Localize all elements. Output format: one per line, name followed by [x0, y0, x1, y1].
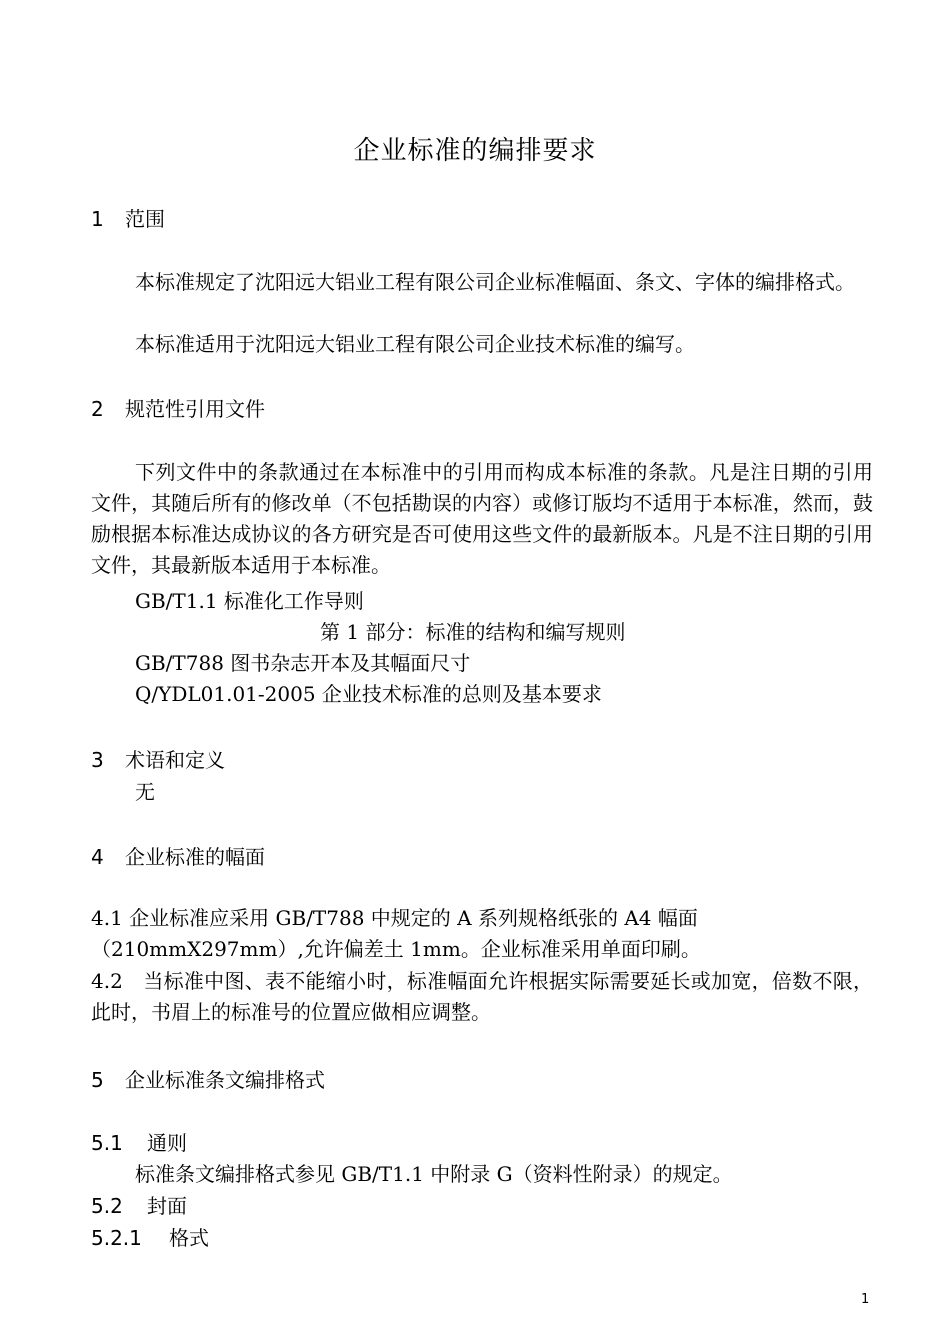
clause-4-1-line-2: （210mmX297mm）,允许偏差土 1mm。企业标准采用单面印刷。 — [91, 937, 701, 961]
section-4-heading — [91, 843, 265, 871]
document-title: 企业标准的编排要求 — [353, 136, 597, 166]
terms-body: 无 — [135, 780, 155, 804]
section-1-heading — [91, 205, 165, 233]
reference-item-1-subtitle: 第 1 部分：标准的结构和编写规则 — [320, 620, 626, 644]
section-title: 范围 — [125, 207, 165, 231]
reference-item-1: GB/T1.1 标准化工作导则 — [135, 589, 364, 613]
subsection-number: 5.2.1 — [91, 1226, 142, 1250]
section-number: 3 — [91, 748, 104, 772]
scope-paragraph-1: 本标准规定了沈阳远大铝业工程有限公司企业标准幅面、条文、字体的编排格式。 — [135, 270, 855, 294]
reference-item-2: GB/T788 图书杂志开本及其幅面尺寸 — [135, 651, 471, 675]
section-title: 术语和定义 — [125, 748, 225, 772]
subsection-title: 格式 — [169, 1226, 209, 1250]
section-title: 规范性引用文件 — [125, 397, 265, 421]
subsection-title: 通则 — [147, 1131, 187, 1155]
section-number: 1 — [91, 207, 104, 231]
subsection-5-2-1-heading — [91, 1224, 209, 1252]
section-title: 企业标准条文编排格式 — [125, 1068, 325, 1092]
section-2-heading — [91, 395, 265, 423]
normative-references-paragraph: 下列文件中的条款通过在本标准中的引用而构成本标准的条款。凡是注日期的引用文件，其随后所有的修改单（不包括勘误的内容）或修订版均不适用于本标准，然而，鼓励根据本标准达成协议的各方研究是否可使用这些文件的最新版本。凡是不注日期的引用文件，其最新版本适用于本标准。 — [91, 460, 873, 577]
reference-item-3: Q/YDL01.01-2005 企业技术标准的总则及基本要求 — [135, 682, 602, 706]
clause-4-2: 4.2 当标准中图、表不能缩小时，标准幅面允许根据实际需要延长或加宽，倍数不限，此时，书眉上的标准号的位置应做相应调整。 — [91, 969, 873, 1024]
subsection-title: 封面 — [147, 1194, 187, 1218]
section-number: 2 — [91, 397, 104, 421]
subsection-5-2-heading — [91, 1192, 187, 1220]
general-rules-body: 标准条文编排格式参见 GB/T1.1 中附录 G（资料性附录）的规定。 — [135, 1162, 733, 1186]
section-title: 企业标准的幅面 — [125, 845, 265, 869]
subsection-number: 5.1 — [91, 1131, 123, 1155]
clause-4-1-line-1: 4.1 企业标准应采用 GB/T788 中规定的 A 系列规格纸张的 A4 幅面 — [91, 906, 698, 930]
subsection-number: 5.2 — [91, 1194, 123, 1218]
page-number: 1 — [861, 1292, 870, 1307]
section-number: 4 — [91, 845, 104, 869]
section-number: 5 — [91, 1068, 104, 1092]
subsection-5-1-heading — [91, 1129, 187, 1157]
section-5-heading — [91, 1066, 325, 1094]
section-3-heading — [91, 746, 225, 774]
scope-paragraph-2: 本标准适用于沈阳远大铝业工程有限公司企业技术标准的编写。 — [135, 332, 695, 356]
